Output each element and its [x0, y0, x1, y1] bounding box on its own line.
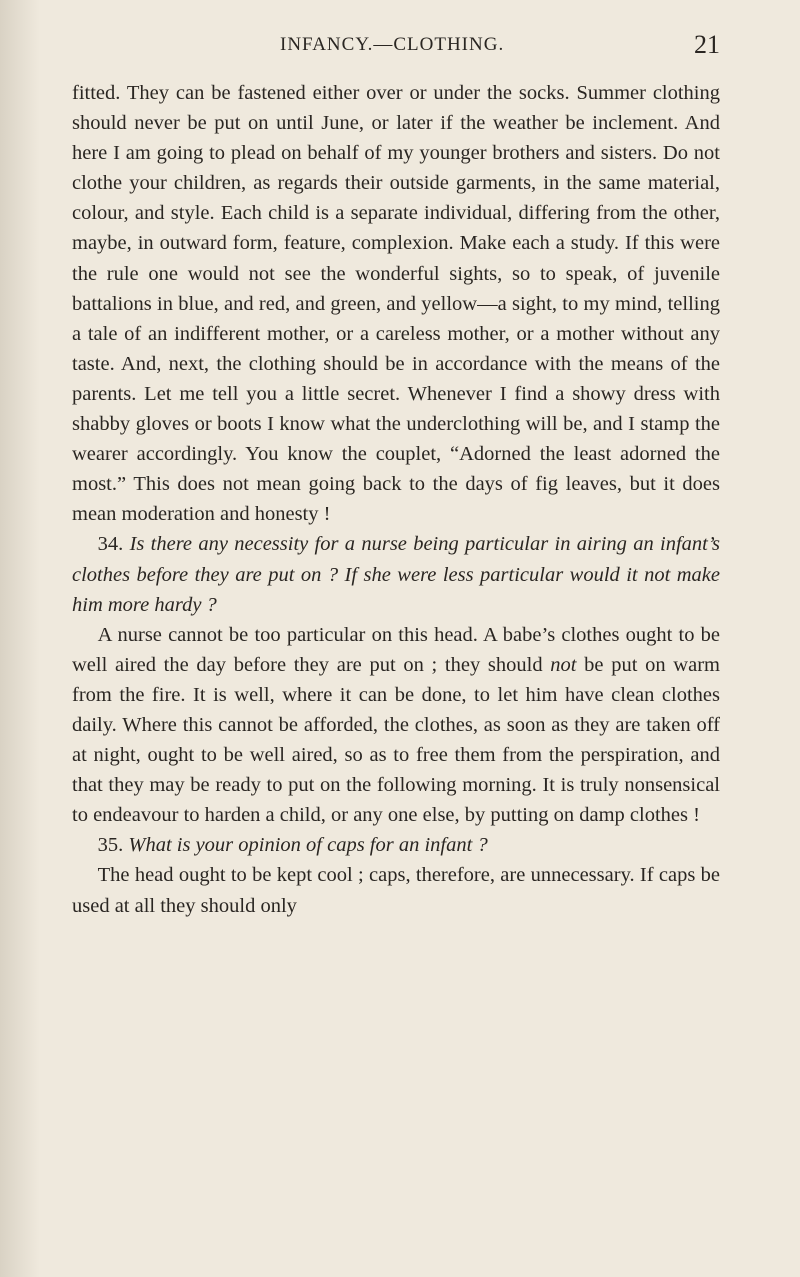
question-35 — [72, 830, 720, 860]
answer-emphasis: not — [550, 653, 577, 676]
question-number: 35. — [97, 834, 124, 857]
question-text: What is your opinion of caps for an infant ? — [128, 834, 488, 857]
running-head: INFANCY.—CLOTHING. — [280, 34, 505, 55]
answer-text-start: A nurse cannot be too particular on this head. A babe’s clothes ought to be well aired the day before they are put on ; they should — [72, 623, 720, 676]
question-34 — [72, 529, 720, 619]
page-header — [80, 30, 720, 70]
answer-text-end: be put on warm from the fire. It is well, where it can be done, to let him have clean clothes daily. Where this cannot be afforded, the clothes, as soon as they are taken off at night, ought to be well aired, so as to free them from the perspiration, and that they may be ready to put on the following morning. It is truly nonsensical to endeavour to harden a child, or any one else, by putting on damp clothes ! — [72, 653, 720, 827]
answer-35: The head ought to be kept cool ; caps, therefore, are unnecessary. If caps be used at all they should only — [72, 864, 720, 917]
page-number: 21 — [694, 30, 720, 59]
page-edge-shadow — [0, 0, 40, 1277]
paragraph-continuation: fitted. They can be fastened either over or under the socks. Summer clothing should never be put on until June, or later if the weather be inclement. And here I am going to plead on behalf of my younger brothers and sisters. Do not clothe your children, as regards their outside garments, in the same material, colour, and style. Each child is a separate individual, differing from the other, maybe, in outward form, feature, complexion. Make each a study. If this were the rule one would not see the wonderful sights, so to speak, of juvenile battalions in blue, and red, and green, and yellow—a sight, to my mind, telling a tale of an indifferent mother, or a careless mother, or a mother without any taste. And, next, the clothing should be in accordance with the means of the parents. Let me tell you a little secret. Whenever I find a showy dress with shabby gloves or boots I know what the underclothing will be, and I stamp the wearer accordingly. You know the couplet, “Adorned the least adorned the most.” This does not mean going back to the days of fig leaves, but it does mean moderation and honesty ! — [72, 82, 720, 526]
page-body — [72, 78, 720, 921]
answer-34 — [72, 620, 720, 831]
question-text: Is there any necessity for a nurse being particular in airing an infant’s clothes before they are put on ? If she were less particular would it not make him more hardy ? — [72, 533, 721, 616]
question-number: 34. — [97, 533, 124, 556]
